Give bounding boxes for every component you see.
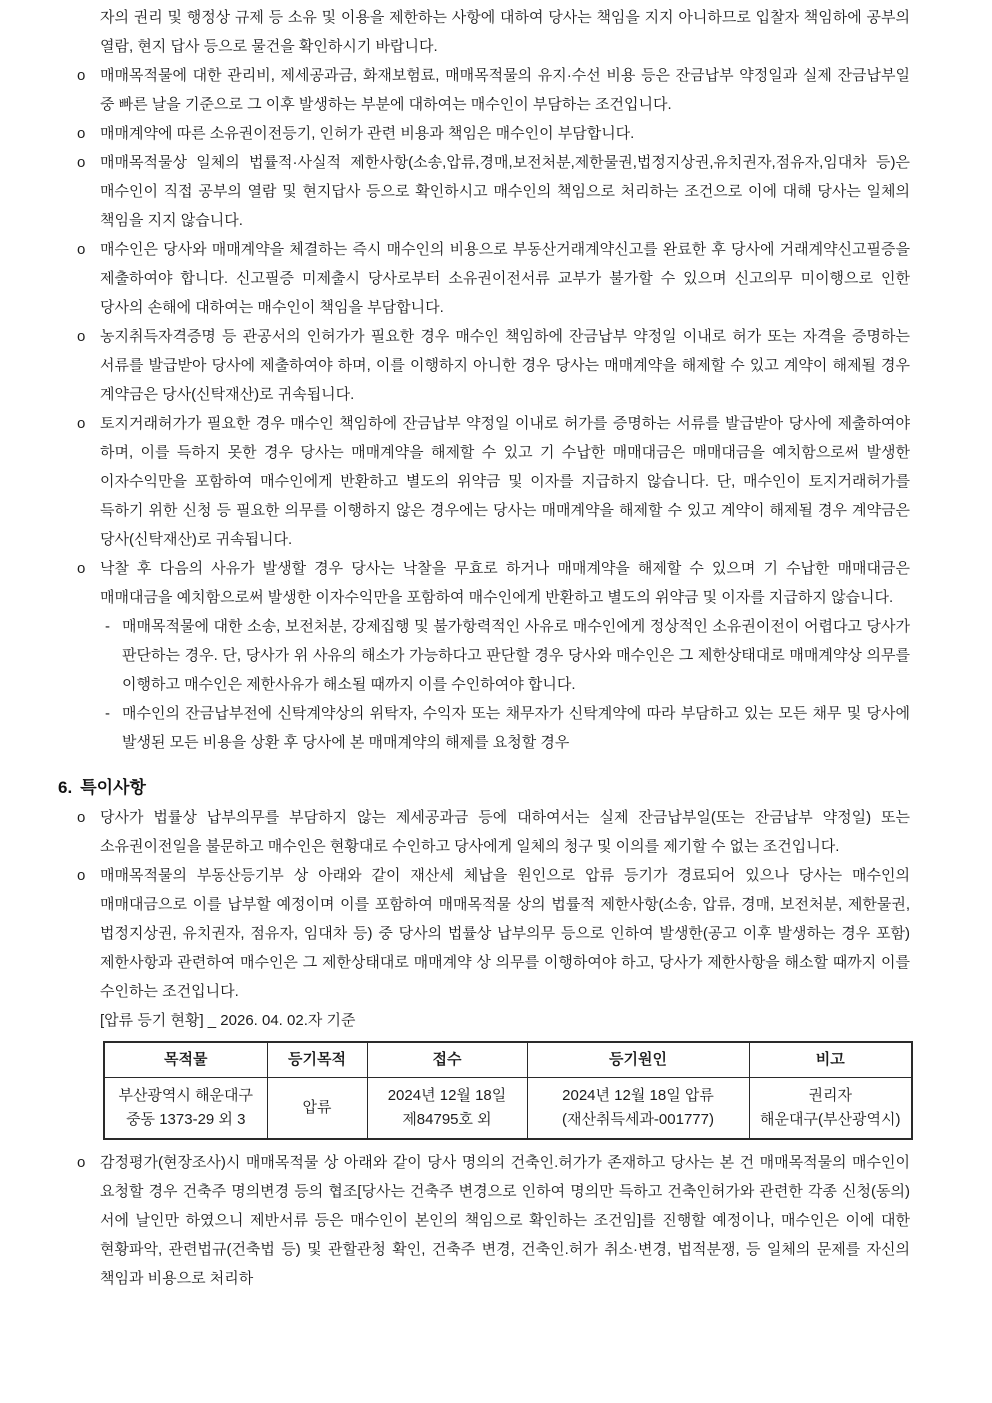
- sub-bullet-item: [105, 699, 910, 757]
- bullet-text: 매수인은 당사와 매매계약을 체결하는 즉시 매수인의 비용으로 부동산거래계약신고를 완료한 후 당사에 거래계약신고필증을 제출하여야 합니다. 신고필증 미제출시 당사로부터 소유권이전서류 교부가 불가할 수 있으며 신고의무 미이행으로 인한 당사의 손해에 대하여는 매수인이 책임을 부담합니다.: [100, 241, 910, 316]
- seizure-registry-table: [103, 1041, 913, 1140]
- cell-line: 중동 1373-29 외 3: [126, 1111, 246, 1128]
- bullet-marker: o: [77, 867, 86, 884]
- bullet-marker: o: [77, 1154, 86, 1171]
- cell-line: 해운대구(부산광역시): [760, 1111, 901, 1128]
- table-header-row: [104, 1042, 912, 1078]
- col-header-remarks: 비고: [749, 1042, 912, 1078]
- table-row: [104, 1078, 912, 1140]
- bullet-item: [77, 235, 910, 322]
- bullet-marker: o: [77, 241, 86, 258]
- bullet-text: 매매목적물의 부동산등기부 상 아래와 같이 재산세 체납을 원인으로 압류 등기가 경료되어 있으나 당사는 매수인의 매매대금으로 이를 납부할 예정이며 이를 포함하여 매매목적물 상의 법률적 제한사항(소송, 압류, 경매, 보전처분, 제한물권, 법정지상권, 유치권자, 점유자, 임대차 등) 중 당사의 법률상 납부의무 등으로 인하여 발생한(공고 이후 발생하는 경우 포함) 제한사항과 관련하여 매수인은 그 제한상태대로 매매계약 상 의무를 이행하여야 하고, 당사가 제한사항을 해소할 때까지 이를 수인하는 조건입니다.: [100, 867, 910, 1000]
- bullet-marker: o: [77, 809, 86, 826]
- cell-line: 부산광역시 해운대구: [118, 1087, 254, 1104]
- col-header-property: 목적물: [104, 1042, 267, 1078]
- cell-line: 제84795호 외: [402, 1111, 492, 1128]
- cell-remarks: [749, 1078, 912, 1140]
- bullet-marker: o: [77, 125, 86, 142]
- cell-line: 권리자: [808, 1087, 852, 1104]
- bullet-text: 토지거래허가가 필요한 경우 매수인 책임하에 잔금납부 약정일 이내로 허가를 증명하는 서류를 발급받아 당사에 제출하여야 하며, 이를 득하지 못한 경우 당사는 매매계약을 해제할 수 있고 기 수납한 매매대금은 매매대금을 예치함으로써 발생한 이자수익만을 포함하여 매수인에게 반환하고 별도의 위약금 및 이자를 지급하지 않습니다. 단, 매수인이 토지거래허가를 득하기 위한 신청 등 필요한 의무를 이행하지 않은 경우에는 당사는 매매계약을 해제할 수 있고 계약이 해제될 경우 계약금은 당사(신탁재산)로 귀속됩니다.: [100, 415, 910, 548]
- section-number: 6.: [58, 778, 73, 797]
- bullet-item: [77, 119, 910, 148]
- section-title: 특이사항: [80, 778, 146, 797]
- bullet-item: [77, 61, 910, 119]
- bullet-marker: o: [77, 67, 86, 84]
- bullet-item: [77, 409, 910, 554]
- cell-property: [104, 1078, 267, 1140]
- col-header-registry-purpose: 등기목적: [267, 1042, 367, 1078]
- sub-bullet-text: 매수인의 잔금납부전에 신탁계약상의 위탁자, 수익자 또는 채무자가 신탁계약에 따라 부담하고 있는 모든 채무 및 당사에 발생된 모든 비용을 상환 후 당사에 본 매매계약의 해제를 요청할 경우: [122, 705, 910, 751]
- bullet-item: [77, 554, 910, 612]
- bullet-text: 매매목적물에 대한 관리비, 제세공과금, 화재보험료, 매매목적물의 유지·수선 비용 등은 잔금납부 약정일과 실제 잔금납부일 중 빠른 날을 기준으로 그 이후 발생하는 부분에 대하여는 매수인이 부담하는 조건입니다.: [100, 67, 910, 113]
- bullet-marker: o: [77, 415, 86, 432]
- bullet-item: [77, 148, 910, 235]
- cell-receipt: [367, 1078, 527, 1140]
- col-header-cause: 등기원인: [527, 1042, 749, 1078]
- cell-line: 2024년 12월 18일: [387, 1087, 507, 1104]
- bullet-text: 매매계약에 따른 소유권이전등기, 인허가 관련 비용과 책임은 매수인이 부담합니다.: [100, 125, 635, 142]
- table-caption: [압류 등기 현황] _ 2026. 04. 02.자 기준: [100, 1012, 356, 1029]
- sub-bullet-item: [105, 612, 910, 699]
- bullet-marker: o: [77, 560, 86, 577]
- bullet-marker: o: [77, 154, 86, 171]
- bullet-item: [77, 1148, 910, 1293]
- bullet-item: [77, 861, 910, 1006]
- cell-line: 2024년 12월 18일 압류: [562, 1087, 714, 1104]
- dash-marker: -: [105, 705, 110, 722]
- cell-cause: [527, 1078, 749, 1140]
- bullet-text: 당사가 법률상 납부의무를 부담하지 않는 제세공과금 등에 대하여서는 실제 잔금납부일(또는 잔금납부 약정일) 또는 소유권이전일을 불문하고 매수인은 현황대로 수인하고 당사에게 일체의 청구 및 이의를 제기할 수 없는 조건입니다.: [100, 809, 910, 855]
- bullet-text: 낙찰 후 다음의 사유가 발생할 경우 당사는 낙찰을 무효로 하거나 매매계약을 해제할 수 있으며 기 수납한 매매대금은 매매대금을 예치함으로써 발생한 이자수익만을 포함하여 매수인에게 반환하고 별도의 위약금 및 이자를 지급하지 않습니다.: [100, 560, 910, 606]
- bullet-text: 매매목적물상 일체의 법률적·사실적 제한사항(소송,압류,경매,보전처분,제한물권,법정지상권,유치권자,점유자,임대차 등)은 매수인이 직접 공부의 열람 및 현지답사 등으로 확인하시고 매수인의 책임으로 처리하는 조건으로 이에 대해 당사는 일체의 책임을 지지 않습니다.: [100, 154, 910, 229]
- continuation-paragraph: 자의 권리 및 행정상 규제 등 소유 및 이용을 제한하는 사항에 대하여 당사는 책임을 지지 아니하므로 입찰자 책임하에 공부의 열람, 현지 답사 등으로 물건을 확인하시기 바랍니다.: [100, 9, 910, 55]
- cell-registry-purpose: 압류: [267, 1078, 367, 1140]
- dash-marker: -: [105, 618, 110, 635]
- bullet-text: 감정평가(현장조사)시 매매목적물 상 아래와 같이 당사 명의의 건축인.허가가 존재하고 당사는 본 건 매매목적물의 매수인이 요청할 경우 건축주 명의변경 등의 협조[당사는 건축주 변경으로 인하여 명의만 득하고 건축인허가와 관련한 각종 신청(동의)서에 날인만 하였으니 제반서류 등은 매수인이 본인의 책임으로 확인하는 조건임]를 진행할 예정이나, 매수인은 이에 대한 현황파악, 관련법규(건축법 등) 및 관할관청 확인, 건축주 변경, 건축인.허가 취소·변경, 법적분쟁, 등 일체의 문제를 자신의 책임과 비용으로 처리하: [100, 1154, 910, 1287]
- col-header-receipt: 접수: [367, 1042, 527, 1078]
- cell-line: (재산취득세과-001777): [562, 1111, 714, 1128]
- bullet-text: 농지취득자격증명 등 관공서의 인허가가 필요한 경우 매수인 책임하에 잔금납부 약정일 이내로 허가 또는 자격을 증명하는 서류를 발급받아 당사에 제출하여야 하며, 이를 이행하지 아니한 경우 당사는 매매계약을 해제할 수 있고 계약이 해제될 경우 계약금은 당사(신탁재산)로 귀속됩니다.: [100, 328, 910, 403]
- sub-bullet-text: 매매목적물에 대한 소송, 보전처분, 강제집행 및 불가항력적인 사유로 매수인에게 정상적인 소유권이전이 어렵다고 당사가 판단하는 경우. 단, 당사가 위 사유의 해소가 가능하다고 판단할 경우 당사와 매수인은 그 제한상태대로 매매계약상 의무를 이행하고 매수인은 제한사유가 해소될 때까지 이를 수인하여야 합니다.: [122, 618, 910, 693]
- bullet-item: [77, 322, 910, 409]
- bullet-marker: o: [77, 328, 86, 345]
- section-heading: [58, 773, 910, 803]
- bullet-item: [77, 803, 910, 861]
